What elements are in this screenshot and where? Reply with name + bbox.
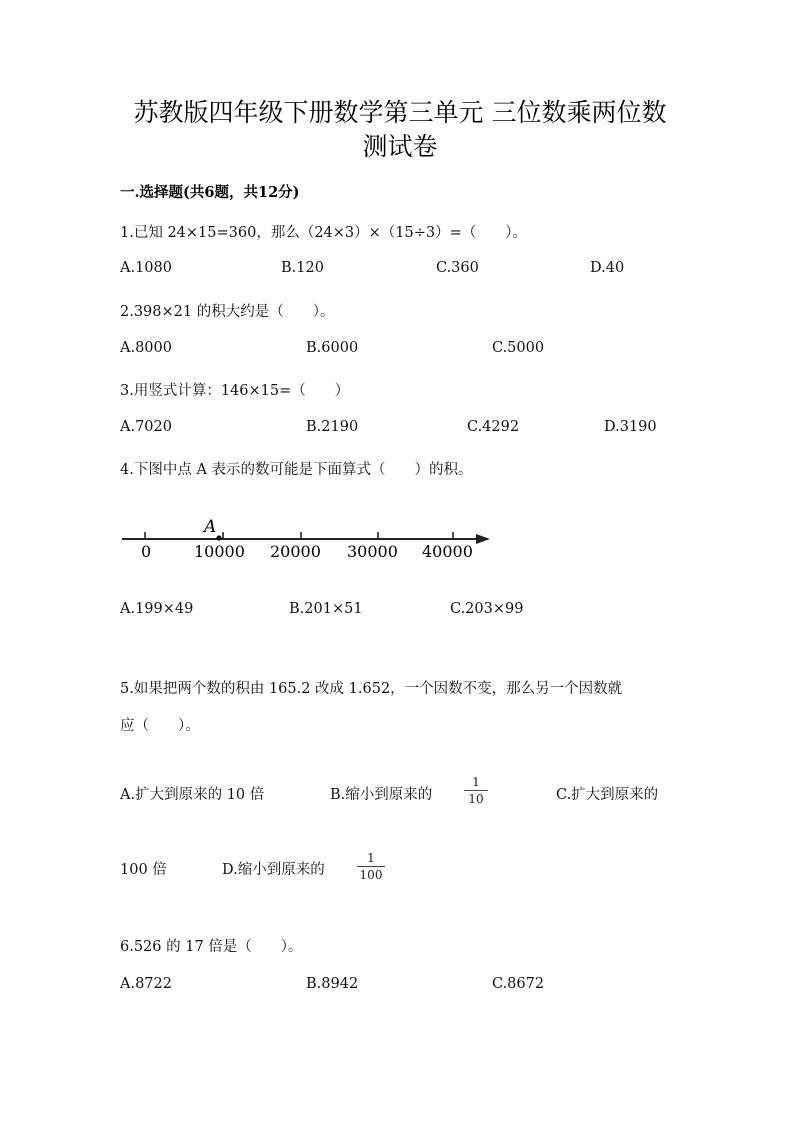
q3-option-d: D.3190: [604, 419, 657, 435]
tick-label-40000: 40000: [422, 542, 473, 561]
q4-option-a: A.199×49: [120, 601, 194, 617]
q2-option-c: C.5000: [492, 340, 545, 356]
tick-label-30000: 30000: [347, 542, 398, 561]
question-1-text: 1.已知 24×15=360，那么（24×3）×（15÷3）=（ ）。: [120, 225, 528, 241]
question-5-text-line2: 应（ ）。: [120, 718, 200, 734]
question-4-text: 4.下图中点 A 表示的数可能是下面算式（ ）的积。: [120, 462, 473, 478]
q6-option-b: B.8942: [306, 976, 359, 992]
fraction-bar: [464, 790, 488, 791]
fraction-numerator: 1: [472, 775, 480, 789]
q6-option-a: A.8722: [120, 976, 172, 992]
q3-option-b: B.2190: [306, 419, 359, 435]
q5-option-b: B.缩小到原来的: [330, 787, 433, 803]
q3-option-a: A.7020: [120, 419, 172, 435]
fraction-denominator: 10: [468, 792, 484, 806]
q5-option-d-fraction: [355, 851, 387, 882]
number-line-figure: [118, 512, 498, 564]
tick-label-0: 0: [141, 542, 152, 561]
q4-option-c: C.203×99: [450, 601, 524, 617]
question-5-text-line1: 5.如果把两个数的积由 165.2 改成 1.652，一个因数不变，那么另一个因数就: [120, 681, 623, 697]
tick-label-10000: 10000: [194, 542, 245, 561]
question-6-text: 6.526 的 17 倍是（ ）。: [120, 939, 303, 955]
q5-option-c-part1: C.扩大到原来的: [556, 787, 659, 803]
page-title-line2: 测试卷: [362, 132, 438, 161]
q5-option-b-fraction: [462, 775, 490, 806]
point-a-marker: [216, 535, 221, 540]
q2-option-b: B.6000: [306, 340, 359, 356]
q3-option-c: C.4292: [467, 419, 520, 435]
q5-option-a: A.扩大到原来的 10 倍: [120, 787, 265, 803]
q5-option-c-part2: 100 倍: [120, 862, 167, 878]
q1-option-d: D.40: [590, 260, 625, 276]
q6-option-c: C.8672: [492, 976, 545, 992]
fraction-numerator: 1: [367, 851, 375, 865]
section-heading: 一.选择题(共6题，共12分): [120, 184, 300, 201]
fraction-denominator: 100: [359, 868, 383, 882]
q1-option-a: A.1080: [120, 260, 172, 276]
question-3-text: 3.用竖式计算：146×15=（ ）: [120, 383, 350, 399]
question-2-text: 2.398×21 的积大约是（ ）。: [120, 304, 335, 320]
fraction-bar: [357, 866, 385, 867]
point-a-label: A: [204, 517, 217, 537]
q4-option-b: B.201×51: [289, 601, 363, 617]
q1-option-b: B.120: [281, 260, 324, 276]
page-title-line1: 苏教版四年级下册数学第三单元 三位数乘两位数: [133, 98, 667, 127]
tick-label-20000: 20000: [270, 542, 321, 561]
q2-option-a: A.8000: [120, 340, 172, 356]
q1-option-c: C.360: [436, 260, 479, 276]
number-line-arrow: [476, 534, 490, 544]
q5-option-d: D.缩小到原来的: [222, 862, 325, 878]
